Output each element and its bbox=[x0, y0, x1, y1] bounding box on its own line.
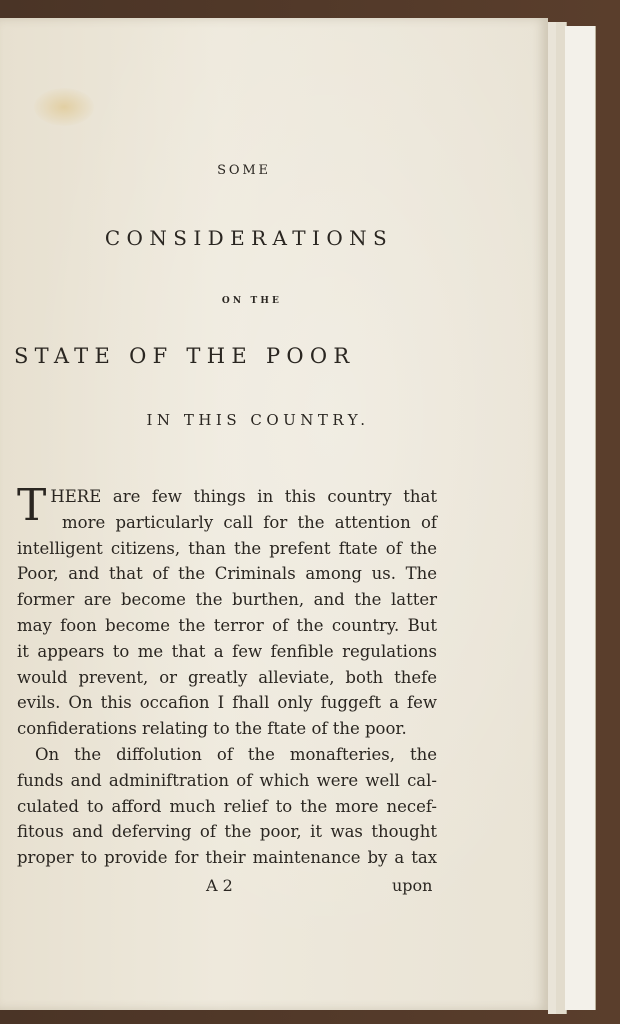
text-line: HERE are few things in this country that bbox=[50, 487, 437, 506]
text-line: confiderations relating to the ftate of the poor. bbox=[17, 719, 407, 739]
text-line: would prevent, or greatly alleviate, both thefe bbox=[17, 667, 437, 687]
body-text bbox=[17, 480, 437, 871]
text-line: may foon become the terror of the country. But bbox=[17, 615, 437, 635]
heading-state-of-the-poor: STATE OF THE POOR bbox=[14, 344, 356, 368]
heading-considerations: CONSIDERATIONS bbox=[104, 226, 394, 250]
text-line: intelligent citizens, than the prefent ftate of the bbox=[17, 538, 437, 558]
text-line: Poor, and that of the Criminals among us. The bbox=[17, 564, 437, 584]
signature-mark: A 2 bbox=[206, 876, 233, 895]
paper-stain bbox=[34, 88, 94, 126]
heading-on-the: ON THE bbox=[221, 296, 283, 306]
catchword: upon bbox=[392, 876, 433, 895]
text-line: proper to provide for their maintenance by a tax bbox=[17, 848, 437, 868]
heading-some: SOME bbox=[217, 163, 271, 178]
page-edge bbox=[565, 26, 596, 1010]
text-line: former are become the burthen, and the latter bbox=[17, 590, 437, 610]
book-page bbox=[0, 18, 548, 1010]
text-line: it appears to me that a few fenfible regulations bbox=[17, 641, 437, 661]
text-line: fitous and deferving of the poor, it was thought bbox=[17, 822, 437, 842]
text-line: more particularly call for the attention of bbox=[62, 512, 437, 532]
text-line: culated to afford much relief to the more necef- bbox=[17, 796, 437, 816]
text-line: On the diffolution of the monafteries, the bbox=[35, 744, 437, 764]
text-line: funds and adminiftration of which were well cal- bbox=[17, 770, 437, 790]
drop-cap: T bbox=[17, 480, 47, 531]
heading-in-this-country: IN THIS COUNTRY. bbox=[146, 411, 370, 429]
text-line: evils. On this occafion I fhall only fuggeft a few bbox=[17, 693, 437, 713]
